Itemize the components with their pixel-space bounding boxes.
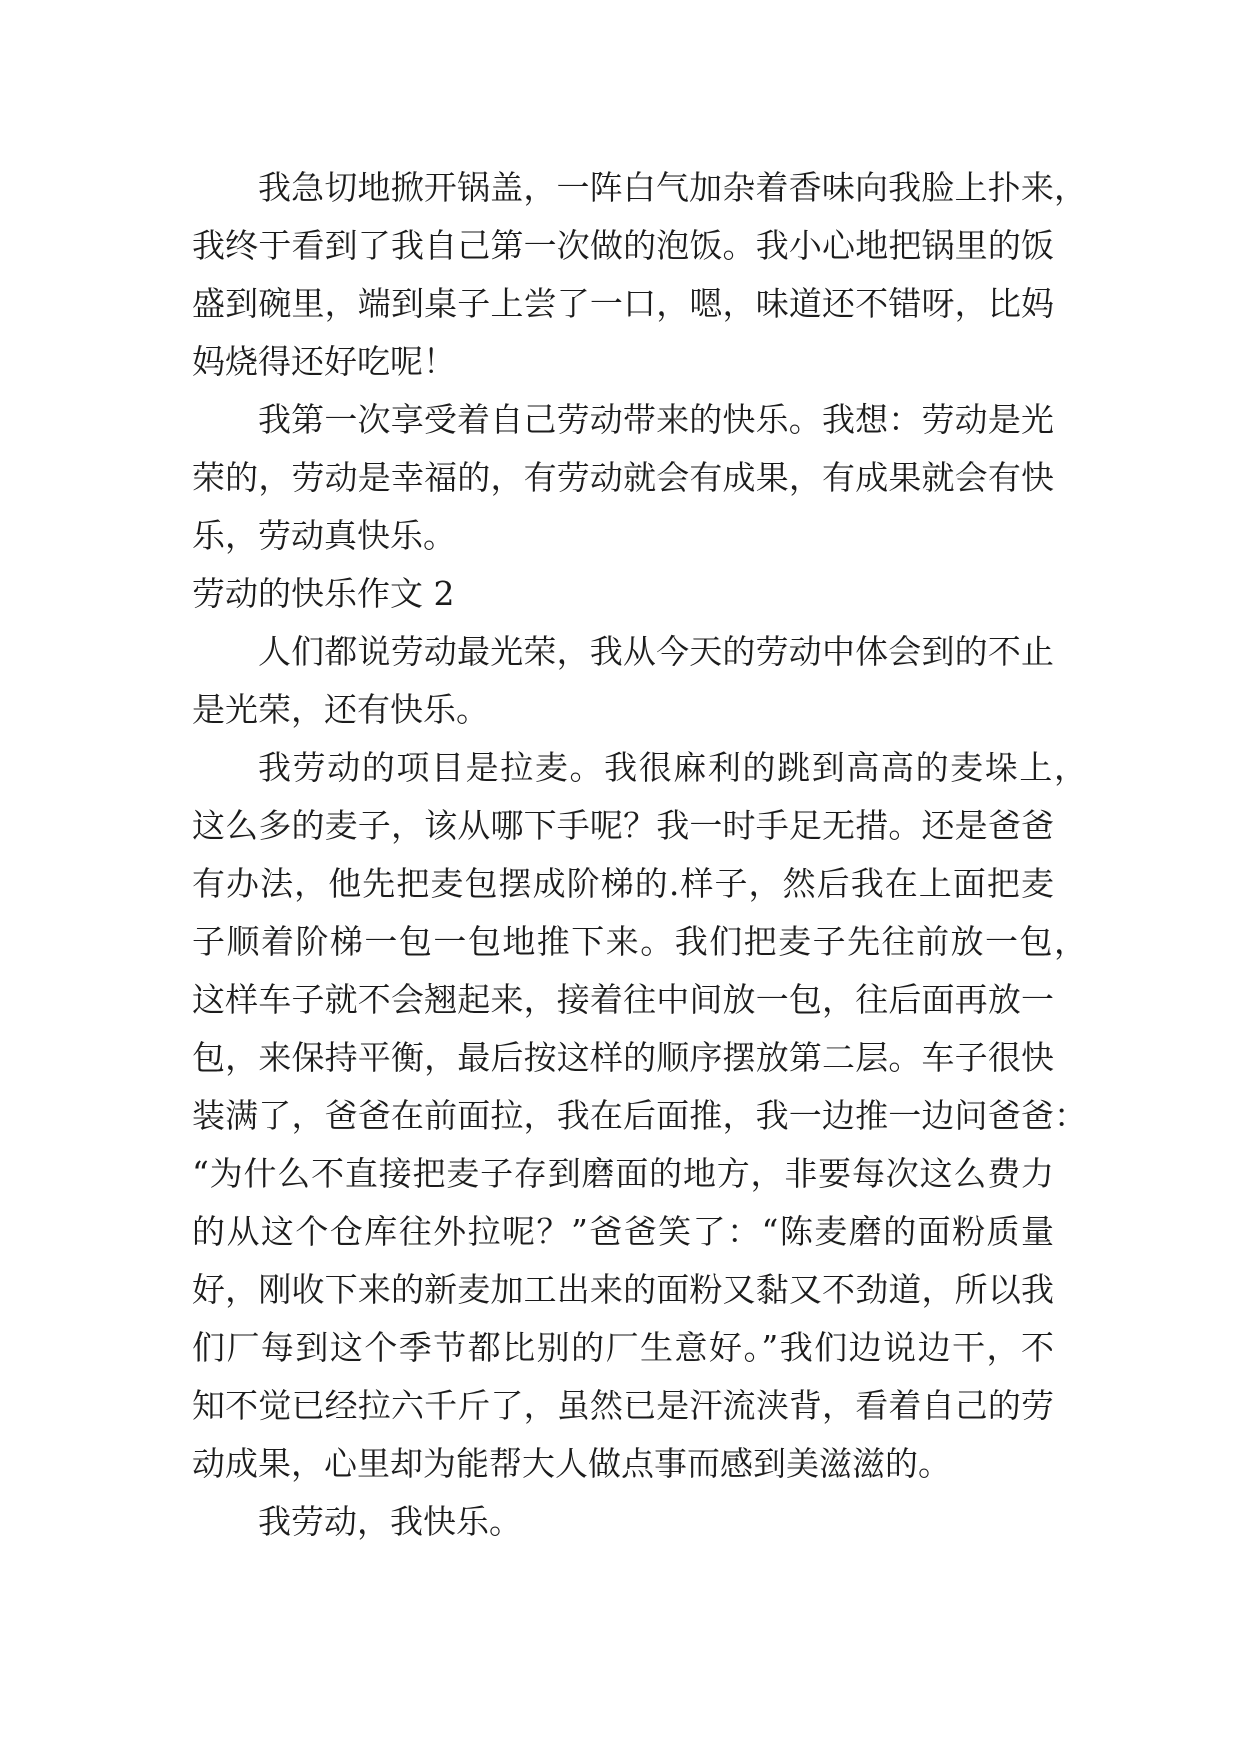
paragraph-line: 装满了，爸爸在前面拉，我在后面推，我一边推一边问爸爸： [192,1096,1087,1135]
paragraph-line: 盛到碗里，端到桌子上尝了一口，嗯，味道还不错呀，比妈 [192,284,1054,323]
paragraph-line: 的从这个仓库往外拉呢？”爸爸笑了：“陈麦磨的面粉质量 [192,1212,1054,1251]
paragraph-line: 们厂每到这个季节都比别的厂生意好。”我们边说边干，不 [192,1328,1054,1367]
paragraph-line: 有办法，他先把麦包摆成阶梯的.样子，然后我在上面把麦 [192,864,1054,903]
paragraph-line: 妈烧得还好吃呢！ [192,342,456,381]
paragraph [192,391,1092,565]
paragraph-line: 是光荣，还有快乐。 [192,690,489,729]
paragraph [192,1493,1092,1551]
paragraph-line: 我劳动，我快乐。 [258,1502,522,1541]
document-body [192,159,1092,1551]
paragraph-line: 我终于看到了我自己第一次做的泡饭。我小心地把锅里的饭 [192,226,1054,265]
paragraph-line: 荣的，劳动是幸福的，有劳动就会有成果，有成果就会有快 [192,458,1054,497]
paragraph-line: 我劳动的项目是拉麦。我很麻利的跳到高高的麦垛上， [258,748,1087,787]
paragraph-line: 这么多的麦子，该从哪下手呢？我一时手足无措。还是爸爸 [192,806,1054,845]
paragraph-line: 人们都说劳动最光荣，我从今天的劳动中体会到的不止 [258,632,1054,671]
paragraph [192,159,1092,391]
paragraph-line: 我第一次享受着自己劳动带来的快乐。我想：劳动是光 [258,400,1054,439]
paragraph [192,739,1092,1493]
paragraph-line: 好，刚收下来的新麦加工出来的面粉又黏又不劲道，所以我 [192,1270,1054,1309]
paragraph-line: 我急切地掀开锅盖，一阵白气加杂着香味向我脸上扑来， [258,168,1087,207]
section-heading: 劳动的快乐作文 2 [192,574,455,613]
paragraph-line: “为什么不直接把麦子存到磨面的地方，非要每次这么费力 [192,1154,1054,1193]
paragraph [192,623,1092,739]
paragraph-line: 乐，劳动真快乐。 [192,516,456,555]
paragraph-line: 动成果，心里却为能帮大人做点事而感到美滋滋的。 [192,1444,951,1483]
paragraph-line: 子顺着阶梯一包一包地推下来。我们把麦子先往前放一包， [192,922,1087,961]
paragraph-line: 这样车子就不会翘起来，接着往中间放一包，往后面再放一 [192,980,1054,1019]
paragraph-line: 知不觉已经拉六千斤了，虽然已是汗流浃背，看着自己的劳 [192,1386,1054,1425]
paragraph-line: 包，来保持平衡，最后按这样的顺序摆放第二层。车子很快 [192,1038,1054,1077]
